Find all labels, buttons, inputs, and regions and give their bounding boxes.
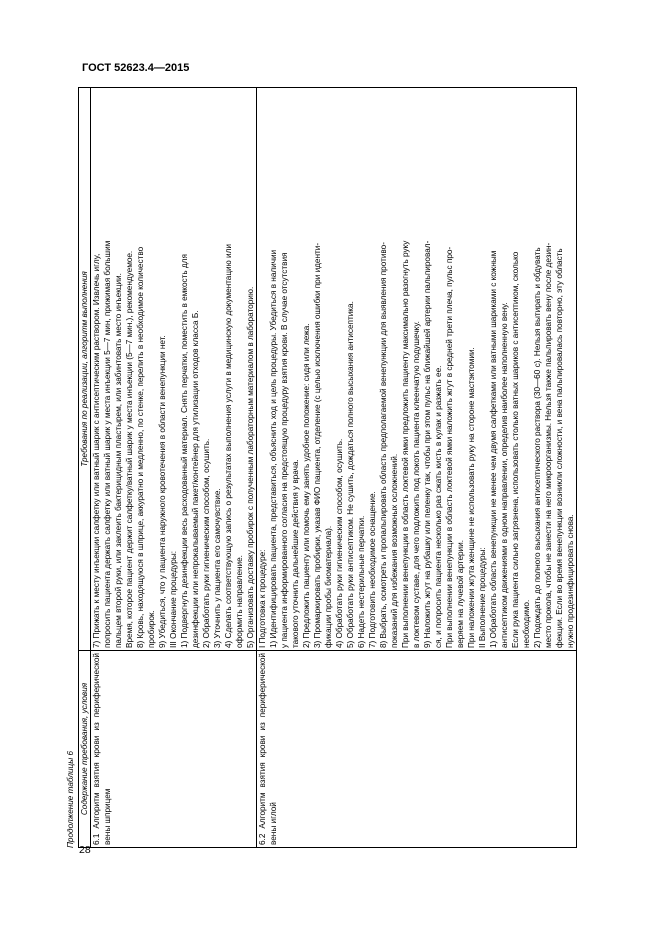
algorithm-line: 3) Промаркировать пробирки, указав ФИО пациента, отделение (с целью исключения ошибки при иденти- <box>313 242 322 648</box>
algorithm-line: 1) Обработать область венепункции не менее чем двумя салфетками или ватными шариками с кожным <box>489 250 498 648</box>
algorithm-line: место прокола, чтобы не занести на него микроорганизмы. Нельзя также пальпировать вену после дезин- <box>544 242 553 648</box>
algorithm-cell <box>91 88 257 651</box>
algorithm-line: ся, и попросить пациента несколько раз сжать кисть в кулак и разжать ее. <box>434 365 443 648</box>
algorithm-line: необходимо. <box>522 599 531 648</box>
algorithm-line: пальцем второй руки, или заклеить бактерицидным пластырем, или забинтовать место инъекции. <box>114 273 123 648</box>
algorithm-line: дезинфекции или непрокалываемый пакет/контейнер для утилизации отходов класса Б. <box>191 310 200 648</box>
table-continuation-label: Продолжение таблицы 6 <box>66 750 75 848</box>
column-header: Требования по реализации, алгоритм выполнения <box>79 88 91 651</box>
algorithm-line: II Выполнение процедуры: <box>478 547 487 648</box>
algorithm-line: фекции. Если во время венепункции возникли сложности, и вена пальпировалась повторно, эту область <box>555 248 564 648</box>
algorithm-line: 8) Выбрать, осмотреть и пропальпировать область предполагаемой венепункции для выявления противо- <box>379 242 388 648</box>
table-header-row <box>79 88 91 848</box>
column-header: Содержание требования, условия <box>79 651 91 848</box>
algorithm-line: 4) Обработать руки гигиеническим способом, осушить. <box>335 438 344 648</box>
algorithm-line: Если рука пациента сильно загрязнена, использовать столько ватных шариков с антисептиком, сколько <box>511 251 520 648</box>
algorithm-line: 7) Подготовить необходимое оснащение. <box>368 491 377 648</box>
algorithm-line: 2) Обработать руки гигиеническим способом, осушить. <box>202 438 211 648</box>
algorithm-line: Время, которое пациент держит салфетку/ватный шарик у места инъекции (5—7 мин.), рекомендуемое. <box>125 250 134 648</box>
algorithm-line: 9) Убедиться, что у пациента наружного кровотечения в области венепункции нет. <box>158 335 167 648</box>
requirement-condition: 6.1 Алгоритм взятия крови из периферической вены шприцем <box>91 651 257 848</box>
algorithm-line: показаний для избежания возможных осложнений. <box>390 453 399 648</box>
algorithm-line: III Окончание процедуры: <box>169 551 178 648</box>
algorithm-line: нужно продезинфицировать снова. <box>566 514 575 648</box>
algorithm-line: такового уточнить дальнейшие действия у врача. <box>291 459 300 648</box>
algorithm-line: 2) Предложить пациенту или помочь ему занять удобное положение: сидя или лежа. <box>302 323 311 648</box>
algorithm-line: При наложении жгута женщине не использовать руку на стороне мастэктомии. <box>467 347 476 648</box>
algorithm-line: При выполнении венепункции в область локтевой ямки наложить жгут в средней трети плеча, пульс про- <box>445 246 454 648</box>
algorithm-line: веряем на лучевой артерии. <box>456 540 465 648</box>
algorithm-line: пробирок. <box>147 610 156 648</box>
algorithm-line: 2) Подождать до полного высыхания антисептического раствора (30—60 с). Нельзя вытирать и обдувать <box>533 247 542 648</box>
requirement-condition: 6.2 Алгоритм взятия крови из периферической вены иглой <box>257 651 577 848</box>
algorithm-line: у пациента информированного согласия на предстоящую процедуру взятия крови. В случае отсутствия <box>280 252 289 648</box>
rotated-table-block <box>66 88 626 848</box>
algorithm-line: 6) Надеть нестерильные перчатки. <box>357 515 366 648</box>
algorithm-line: 5) Организовать доставку пробирок с полученным лабораторным материалом в лабораторию. <box>246 286 255 648</box>
algorithm-line: При выполнении венепункции в область локтевой ямки предложить пациенту максимально разогнуть руку <box>401 240 410 648</box>
table-row <box>91 88 257 848</box>
document-header: ГОСТ 52623.4—2015 <box>82 62 190 74</box>
algorithm-line: 1) Подвергнуть дезинфекции весь расходованный материал. Снять перчатки, поместить в емкость для <box>180 254 189 648</box>
algorithm-line: I Подготовка к процедуре: <box>258 549 267 648</box>
algorithm-line: 9) Наложить жгут на рубашку или пеленку так, чтобы при этом пульс на ближайшей артерии пальпировал- <box>423 240 432 648</box>
page-number: 28 <box>79 844 91 856</box>
requirements-table <box>78 87 577 848</box>
algorithm-line: 8) Кровь, находящуюся в шприце, аккуратно и медленно, по стенке, перелить в необходимое количество <box>136 246 145 648</box>
algorithm-line: 3) Уточнить у пациента его самочувствие. <box>213 488 222 648</box>
algorithm-line: фикации пробы биоматериала). <box>324 525 333 648</box>
algorithm-line: попросить пациента держать салфетку или ватный шарик у места инъекции 5—7 мин, прижимая большим <box>103 240 112 648</box>
algorithm-line: оформить направление. <box>235 555 244 648</box>
algorithm-line: 7) Прижать к месту инъекции салфетку или ватный шарик с антисептическим раствором. Извлечь иглу, <box>92 253 101 648</box>
table-row <box>257 88 577 848</box>
algorithm-line: в локтевом суставе, для чего подложить под локоть пациента клеенчатую подушечку. <box>412 321 421 648</box>
algorithm-line: 1) Идентифицировать пациента, представиться, объяснить ход и цель процедуры. Убедиться в наличии <box>269 249 278 648</box>
algorithm-line: антисептиком движениями в одном направлении, определив наиболее наполненную вену. <box>500 302 509 648</box>
algorithm-line: 5) Обработать руки антисептиком. Не сушить, дождаться полного высыхания антисептика. <box>346 301 355 648</box>
algorithm-line: 4) Сделать соответствующую запись о результатах выполнения услуги в медицинскую документацию или <box>224 244 233 648</box>
algorithm-cell <box>257 88 577 651</box>
